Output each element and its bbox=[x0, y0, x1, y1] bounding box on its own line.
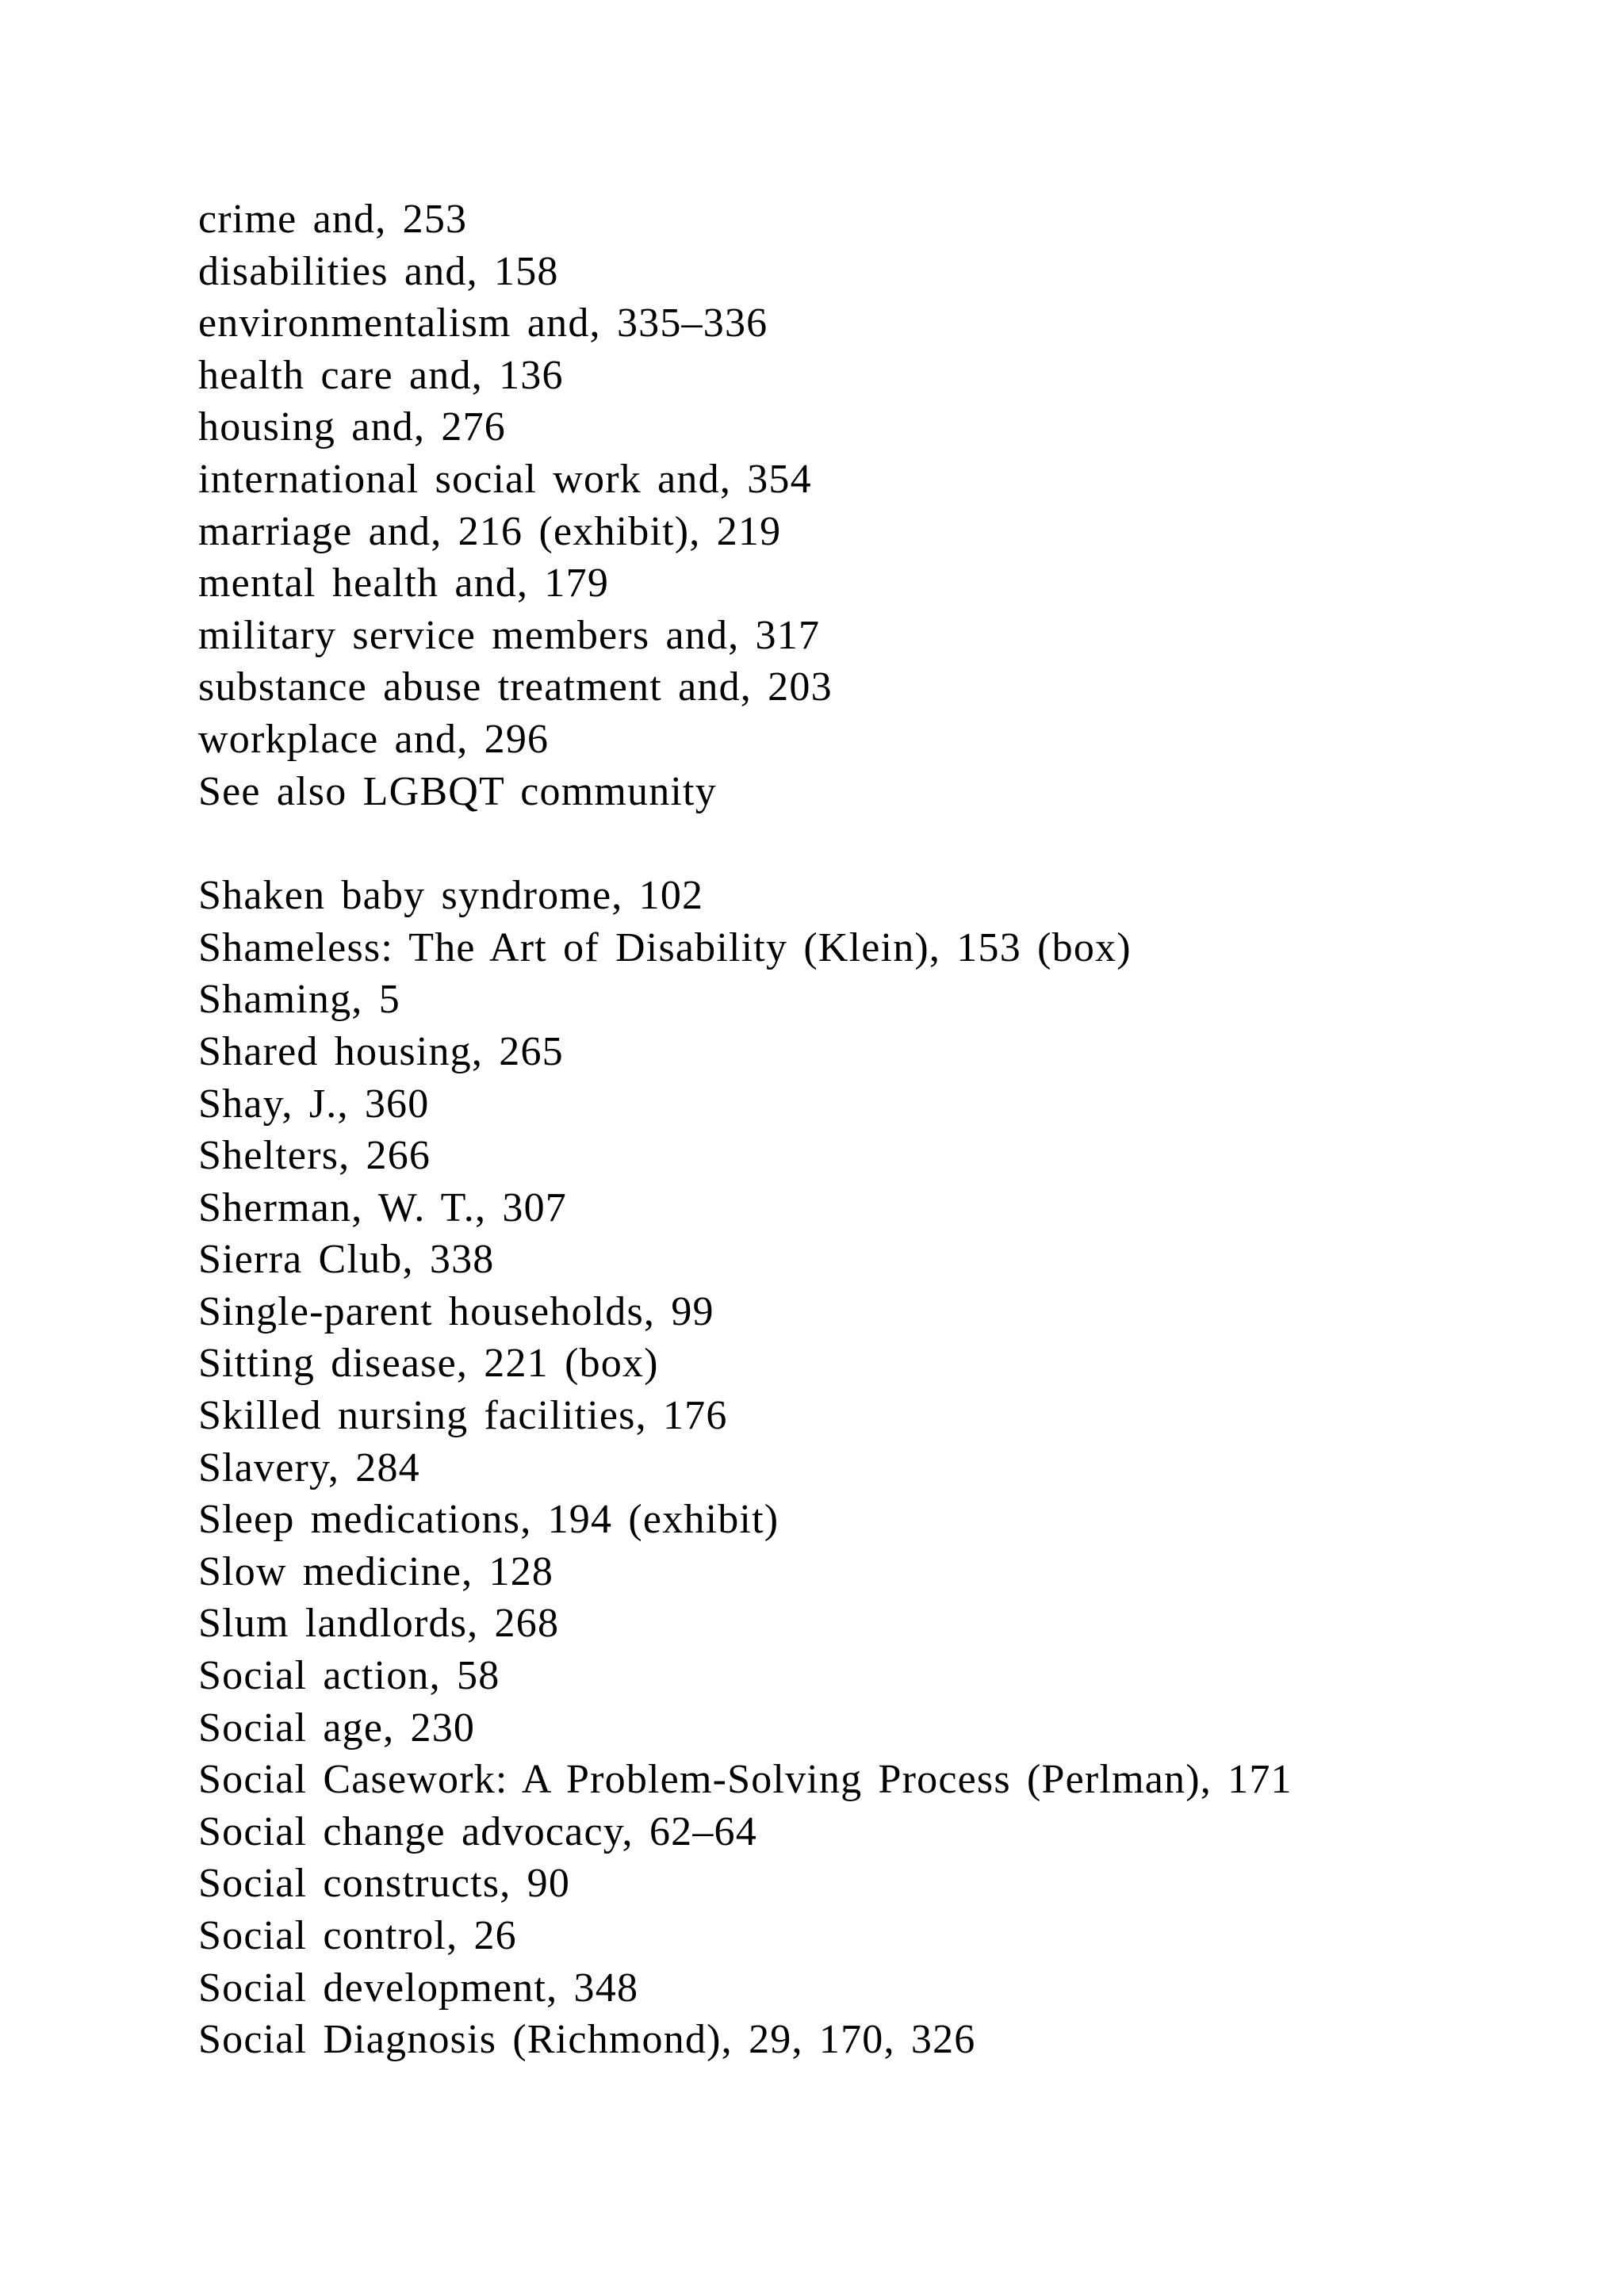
index-subentry: mental health and, 179 bbox=[198, 561, 610, 607]
index-entry: Slavery, 284 bbox=[198, 1445, 420, 1490]
index-entry: Shaming, 5 bbox=[198, 977, 400, 1023]
index-entry: Social action, 58 bbox=[198, 1653, 500, 1699]
index-subentry: housing and, 276 bbox=[198, 404, 506, 450]
index-entries-group bbox=[198, 870, 1578, 2066]
index-subentry: disabilities and, 158 bbox=[198, 248, 559, 294]
index-entry: Social control, 26 bbox=[198, 1913, 517, 1958]
index-entry: Sierra Club, 338 bbox=[198, 1237, 495, 1283]
index-entry: Single-parent households, 99 bbox=[198, 1288, 714, 1334]
index-subentry: workplace and, 296 bbox=[198, 716, 550, 762]
index-entry: Shelters, 266 bbox=[198, 1133, 431, 1179]
index-entry: Sleep medications, 194 (exhibit) bbox=[198, 1497, 779, 1543]
index-entry: Social constructs, 90 bbox=[198, 1861, 571, 1907]
index-subentry: health care and, 136 bbox=[198, 352, 564, 398]
index-entry: Slum landlords, 268 bbox=[198, 1601, 560, 1647]
index-subentry: crime and, 253 bbox=[198, 197, 468, 242]
index-entry: Shared housing, 265 bbox=[198, 1028, 564, 1074]
index-subentry: substance abuse treatment and, 203 bbox=[198, 664, 833, 710]
index-entry: Skilled nursing facilities, 176 bbox=[198, 1393, 728, 1439]
index-entry: Slow medicine, 128 bbox=[198, 1548, 554, 1594]
index-entry: Social age, 230 bbox=[198, 1705, 476, 1751]
index-entry: Social change advocacy, 62–64 bbox=[198, 1808, 757, 1854]
index-entry: Social Diagnosis (Richmond), 29, 170, 326 bbox=[198, 2017, 976, 2063]
index-see-also: See also LGBQT community bbox=[198, 768, 717, 814]
index-entry: Shaken baby syndrome, 102 bbox=[198, 873, 704, 919]
index-subentries-group bbox=[198, 193, 1578, 817]
index-subentry: military service members and, 317 bbox=[198, 612, 821, 658]
index-subentry: international social work and, 354 bbox=[198, 456, 812, 502]
index-entry: Shay, J., 360 bbox=[198, 1081, 430, 1127]
index-entry: Sherman, W. T., 307 bbox=[198, 1184, 567, 1230]
index-entry: Social development, 348 bbox=[198, 1965, 639, 2011]
index-page bbox=[198, 193, 1578, 2066]
index-subentry: environmentalism and, 335–336 bbox=[198, 300, 768, 346]
index-subentry: marriage and, 216 (exhibit), 219 bbox=[198, 508, 782, 554]
index-entry: Sitting disease, 221 (box) bbox=[198, 1341, 659, 1387]
index-entry: Shameless: The Art of Disability (Klein), 153 (box) bbox=[198, 924, 1132, 970]
index-entry: Social Casework: A Problem-Solving Process (Perlman), 171 bbox=[198, 1757, 1293, 1803]
